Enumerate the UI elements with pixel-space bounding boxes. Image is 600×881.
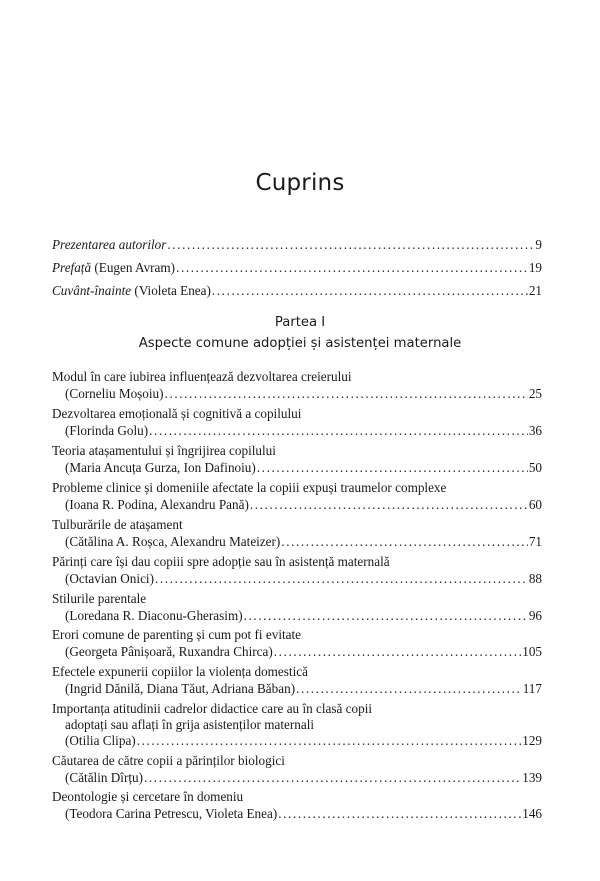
entry-title: Deontologie și cercetare în domeniu	[52, 789, 244, 804]
leader-dots	[296, 681, 522, 697]
entry-title: Tulburările de atașament	[52, 517, 183, 532]
toc-entry	[65, 386, 542, 402]
page-number: 117	[522, 681, 542, 696]
toc-entry-foreword	[52, 283, 542, 299]
toc-entry	[65, 770, 542, 786]
leader-dots	[137, 733, 522, 749]
entry-authors: (Ingrid Dănilă, Diana Tăut, Adriana Băban)	[65, 681, 296, 696]
entry-authors: (Otilia Clipa)	[65, 733, 136, 748]
entry-title: Prefață	[52, 260, 92, 275]
entry-authors: (Florinda Golu)	[65, 423, 149, 438]
page-number: 60	[528, 497, 542, 512]
leader-dots	[281, 534, 527, 550]
leader-dots	[167, 237, 534, 253]
entry-title: Importanța atitudinii cadrelor didactice care au în clasă copii	[52, 701, 373, 716]
page-number: 50	[528, 460, 542, 475]
entry-title: Prezentarea autorilor	[52, 237, 167, 252]
entry-authors: (Cătălina A. Roșca, Alexandru Mateizer)	[65, 534, 281, 549]
toc-entry	[65, 608, 542, 624]
part-number: Partea I	[274, 315, 326, 330]
entry-title: Căutarea de către copii a părinților biologici	[52, 753, 285, 768]
leader-dots	[257, 460, 528, 476]
entry-authors: (Maria Ancuța Gurza, Ion Dafinoiu)	[65, 460, 256, 475]
entry-title: Teoria atașamentului și îngrijirea copilului	[52, 443, 276, 458]
entry-authors: (Loredana R. Diaconu-Gherasim)	[65, 608, 243, 623]
entry-title: Modul în care iubirea influențează dezvoltarea creierului	[52, 369, 352, 384]
page-number: 9	[535, 237, 542, 252]
leader-dots	[149, 423, 528, 439]
page-number: 21	[528, 283, 542, 298]
entry-title: Erori comune de parenting și cum pot fi evitate	[52, 627, 302, 642]
leader-dots	[176, 260, 528, 276]
entry-title: Efectele expunerii copiilor la violența domestică	[52, 664, 308, 679]
leader-dots	[274, 644, 521, 660]
toc-entry	[65, 423, 542, 439]
part-title: Aspecte comune adopției și asistenței maternale	[138, 336, 462, 351]
page-number: 146	[522, 806, 542, 821]
leader-dots	[165, 386, 528, 402]
page-title: Cuprins	[255, 170, 345, 196]
entry-title: Probleme clinice și domeniile afectate la copiii expuși traumelor complexe	[52, 480, 447, 495]
leader-dots	[278, 806, 521, 822]
entry-title: Dezvoltarea emoțională și cognitivă a copilului	[52, 406, 302, 421]
entry-authors: (Octavian Onici)	[65, 571, 154, 586]
toc-entry-authors-presentation	[52, 237, 542, 253]
leader-dots	[244, 608, 528, 624]
page-number: 36	[528, 423, 542, 438]
toc-entry	[65, 460, 542, 476]
toc-entry	[65, 571, 542, 587]
entry-authors: (Eugen Avram)	[91, 260, 176, 275]
page-number: 88	[528, 571, 542, 586]
page-number: 19	[528, 260, 542, 275]
toc-entry	[65, 806, 542, 822]
leader-dots	[144, 770, 521, 786]
entry-title: Părinți care își dau copiii spre adopție sau în asistență maternală	[52, 554, 390, 569]
toc-entry-preface	[52, 260, 542, 276]
page-number: 129	[522, 733, 542, 748]
toc-entry	[65, 534, 542, 550]
page-number: 71	[528, 534, 542, 549]
entry-title: Cuvânt-înainte	[52, 283, 132, 298]
toc-entry	[65, 644, 542, 660]
entry-authors: (Violeta Enea)	[131, 283, 211, 298]
page-number: 105	[522, 644, 542, 659]
entry-title-continuation: adoptați sau aflați în grija asistenților maternali	[65, 717, 315, 732]
leader-dots	[212, 283, 528, 299]
toc-entry	[65, 733, 542, 749]
leader-dots	[155, 571, 528, 587]
leader-dots	[250, 497, 528, 513]
page-number: 25	[528, 386, 542, 401]
entry-title: Stilurile parentale	[52, 591, 147, 606]
toc-entry	[65, 681, 542, 697]
entry-authors: (Georgeta Pânișoară, Ruxandra Chirca)	[65, 644, 273, 659]
entry-authors: (Cătălin Dîrțu)	[65, 770, 144, 785]
page-number: 139	[522, 770, 542, 785]
toc-entry	[65, 497, 542, 513]
entry-authors: (Teodora Carina Petrescu, Violeta Enea)	[65, 806, 278, 821]
entry-authors: (Corneliu Moșoiu)	[65, 386, 164, 401]
page-number: 96	[528, 608, 542, 623]
entry-authors: (Ioana R. Podina, Alexandru Pană)	[65, 497, 249, 512]
